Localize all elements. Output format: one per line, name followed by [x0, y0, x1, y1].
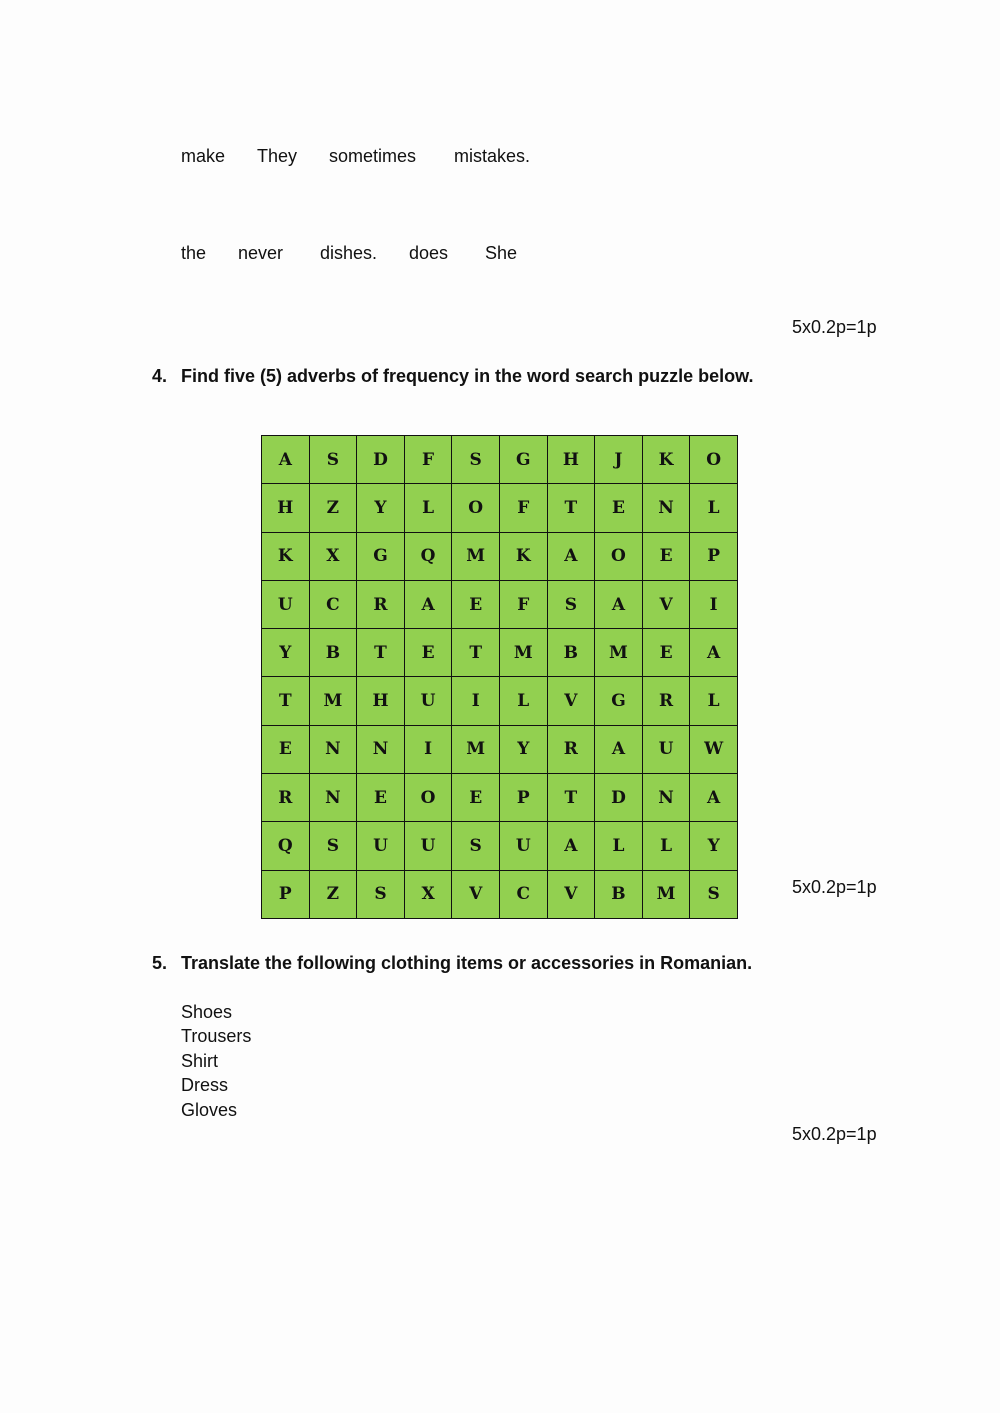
question-number: 5.: [152, 953, 168, 973]
grid-cell: S: [310, 822, 358, 870]
grid-cell: E: [643, 629, 691, 677]
grid-cell: E: [452, 774, 500, 822]
grid-cell: D: [357, 436, 405, 484]
grid-cell: C: [310, 581, 358, 629]
grid-cell: E: [643, 533, 691, 581]
grid-cell: X: [310, 533, 358, 581]
grid-cell: N: [643, 774, 691, 822]
grid-cell: R: [262, 774, 310, 822]
grid-cell: A: [405, 581, 453, 629]
grid-cell: H: [548, 436, 596, 484]
scramble-word: dishes.: [320, 243, 378, 263]
scramble-word: sometimes: [329, 146, 417, 166]
clothing-item: Shirt: [181, 1050, 219, 1071]
grid-cell: S: [310, 436, 358, 484]
score-label: 5x0.2p=1p: [792, 317, 877, 337]
grid-cell: L: [405, 484, 453, 532]
scramble-word: the: [181, 243, 207, 263]
grid-cell: T: [262, 677, 310, 725]
grid-cell: T: [548, 484, 596, 532]
grid-cell: E: [262, 726, 310, 774]
grid-cell: I: [690, 581, 738, 629]
clothing-list: [181, 1000, 251, 1122]
grid-cell: Y: [690, 822, 738, 870]
grid-cell: O: [405, 774, 453, 822]
clothing-item: Dress: [181, 1075, 229, 1096]
grid-cell: A: [690, 774, 738, 822]
grid-cell: F: [500, 581, 548, 629]
score-label: 5x0.2p=1p: [792, 877, 877, 897]
grid-cell: R: [548, 726, 596, 774]
grid-cell: I: [405, 726, 453, 774]
grid-cell: K: [500, 533, 548, 581]
grid-cell: L: [690, 484, 738, 532]
scramble-word: They: [257, 146, 298, 166]
grid-cell: E: [595, 484, 643, 532]
grid-cell: R: [357, 581, 405, 629]
grid-cell: Y: [500, 726, 548, 774]
grid-cell: A: [262, 436, 310, 484]
grid-cell: B: [548, 629, 596, 677]
grid-cell: T: [548, 774, 596, 822]
grid-cell: V: [548, 677, 596, 725]
grid-cell: F: [405, 436, 453, 484]
question-4-heading: [152, 366, 753, 387]
grid-cell: V: [548, 871, 596, 919]
grid-cell: E: [357, 774, 405, 822]
scramble-word: make: [181, 146, 226, 166]
grid-cell: L: [643, 822, 691, 870]
grid-cell: U: [405, 677, 453, 725]
grid-cell: O: [452, 484, 500, 532]
grid-cell: L: [500, 677, 548, 725]
grid-cell: T: [452, 629, 500, 677]
grid-cell: R: [643, 677, 691, 725]
grid-cell: O: [595, 533, 643, 581]
grid-cell: N: [310, 726, 358, 774]
grid-cell: C: [500, 871, 548, 919]
grid-cell: M: [643, 871, 691, 919]
word-search-grid: [261, 435, 738, 919]
grid-cell: U: [357, 822, 405, 870]
question-5-heading: [152, 953, 752, 974]
grid-cell: F: [500, 484, 548, 532]
grid-cell: H: [357, 677, 405, 725]
grid-cell: N: [357, 726, 405, 774]
grid-cell: U: [643, 726, 691, 774]
grid-cell: Z: [310, 871, 358, 919]
question-text: Find five (5) adverbs of frequency in the word search puzzle below.: [181, 366, 754, 386]
scramble-word: mistakes.: [454, 146, 531, 166]
grid-cell: Q: [262, 822, 310, 870]
grid-cell: L: [595, 822, 643, 870]
grid-cell: S: [452, 436, 500, 484]
clothing-item: Gloves: [181, 1099, 238, 1120]
grid-cell: M: [500, 629, 548, 677]
grid-cell: E: [452, 581, 500, 629]
grid-cell: G: [357, 533, 405, 581]
grid-cell: P: [262, 871, 310, 919]
grid-cell: J: [595, 436, 643, 484]
grid-cell: A: [595, 581, 643, 629]
grid-cell: G: [500, 436, 548, 484]
grid-cell: H: [262, 484, 310, 532]
grid-cell: Z: [310, 484, 358, 532]
grid-cell: G: [595, 677, 643, 725]
grid-cell: S: [548, 581, 596, 629]
grid-cell: B: [595, 871, 643, 919]
grid-cell: K: [643, 436, 691, 484]
scramble-word: never: [238, 243, 284, 263]
grid-cell: U: [500, 822, 548, 870]
grid-cell: M: [452, 533, 500, 581]
score-label: 5x0.2p=1p: [792, 1124, 877, 1144]
grid-cell: M: [595, 629, 643, 677]
grid-cell: Y: [262, 629, 310, 677]
grid-cell: N: [310, 774, 358, 822]
clothing-item: Trousers: [181, 1026, 252, 1047]
grid-cell: Q: [405, 533, 453, 581]
grid-cell: U: [262, 581, 310, 629]
scramble-word: She: [485, 243, 518, 263]
grid-cell: A: [548, 822, 596, 870]
grid-cell: V: [643, 581, 691, 629]
grid-cell: V: [452, 871, 500, 919]
grid-cell: W: [690, 726, 738, 774]
grid-cell: L: [690, 677, 738, 725]
clothing-item: Shoes: [181, 1002, 233, 1022]
grid-cell: M: [452, 726, 500, 774]
grid-cell: S: [690, 871, 738, 919]
grid-cell: A: [595, 726, 643, 774]
grid-cell: P: [690, 533, 738, 581]
grid-cell: T: [357, 629, 405, 677]
grid-cell: S: [357, 871, 405, 919]
grid-cell: P: [500, 774, 548, 822]
grid-cell: N: [643, 484, 691, 532]
grid-cell: A: [548, 533, 596, 581]
grid-cell: O: [690, 436, 738, 484]
grid-cell: U: [405, 822, 453, 870]
grid-cell: D: [595, 774, 643, 822]
question-text: Translate the following clothing items or accessories in Romanian.: [181, 953, 753, 973]
grid-cell: E: [405, 629, 453, 677]
grid-cell: K: [262, 533, 310, 581]
grid-cell: Y: [357, 484, 405, 532]
grid-cell: B: [310, 629, 358, 677]
grid-cell: X: [405, 871, 453, 919]
scramble-word: does: [409, 243, 449, 263]
question-number: 4.: [152, 366, 168, 386]
grid-cell: M: [310, 677, 358, 725]
grid-cell: I: [452, 677, 500, 725]
grid-cell: A: [690, 629, 738, 677]
grid-cell: S: [452, 822, 500, 870]
